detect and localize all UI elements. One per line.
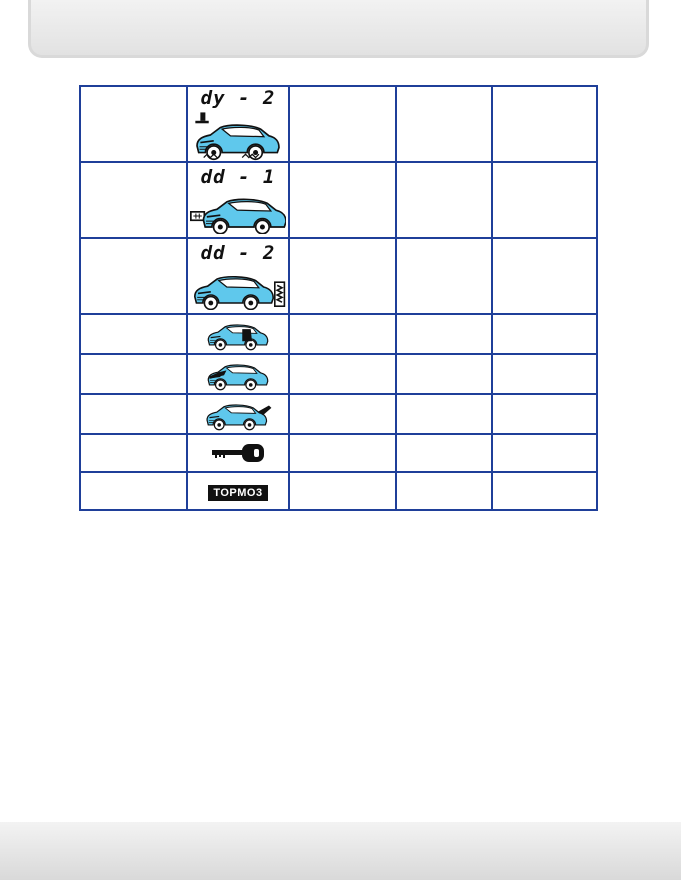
table-cell — [492, 238, 597, 314]
table-row — [80, 434, 597, 472]
table-row — [80, 394, 597, 434]
table-cell — [492, 86, 597, 162]
table-cell — [492, 162, 597, 238]
car-hood-open-icon — [193, 357, 283, 391]
table-cell — [289, 162, 396, 238]
table-cell — [80, 434, 187, 472]
car-shock-sensor-icon — [192, 109, 284, 161]
table-row — [80, 86, 597, 162]
table-row — [80, 354, 597, 394]
brake-badge: TOPMO3 — [208, 485, 267, 501]
table-cell — [80, 472, 187, 510]
table-cell — [396, 238, 492, 314]
icon-cell — [187, 162, 289, 238]
table-cell — [396, 354, 492, 394]
table-row — [80, 238, 597, 314]
icon-cell — [187, 434, 289, 472]
car-door-open-icon — [193, 317, 283, 351]
icon-cell — [187, 354, 289, 394]
table-row — [80, 472, 597, 510]
table-cell — [80, 162, 187, 238]
display-code: dy - 2 — [200, 87, 276, 109]
alarm-zones-table — [79, 85, 598, 511]
table-cell — [492, 434, 597, 472]
display-code: dd - 1 — [200, 166, 276, 188]
table-cell — [289, 86, 396, 162]
display-code: dd - 2 — [200, 242, 276, 264]
table-row — [80, 314, 597, 354]
table-cell — [396, 86, 492, 162]
footer-band — [0, 822, 681, 880]
table-cell — [396, 434, 492, 472]
table-cell — [396, 314, 492, 354]
table-cell — [289, 434, 396, 472]
table-cell — [492, 394, 597, 434]
table-cell — [289, 394, 396, 434]
header-panel — [28, 0, 649, 58]
table-cell — [289, 472, 396, 510]
table-cell — [492, 354, 597, 394]
icon-cell — [187, 238, 289, 314]
table-cell — [289, 314, 396, 354]
table-cell — [492, 472, 597, 510]
table-cell — [396, 162, 492, 238]
car-short-impact-icon — [190, 188, 286, 234]
icon-cell — [187, 314, 289, 354]
table-cell — [396, 394, 492, 434]
table-cell — [80, 354, 187, 394]
car-trunk-open-icon — [192, 397, 284, 431]
table-cell — [396, 472, 492, 510]
icon-cell — [187, 394, 289, 434]
table-cell — [289, 238, 396, 314]
table-row — [80, 162, 597, 238]
icon-cell — [187, 472, 289, 510]
table-cell — [492, 314, 597, 354]
key-icon — [210, 442, 266, 464]
table-cell — [80, 86, 187, 162]
table-cell — [80, 314, 187, 354]
table-cell — [80, 394, 187, 434]
table-cell — [289, 354, 396, 394]
table-cell — [80, 238, 187, 314]
car-tilt-sensor-icon — [190, 264, 286, 310]
icon-cell — [187, 86, 289, 162]
